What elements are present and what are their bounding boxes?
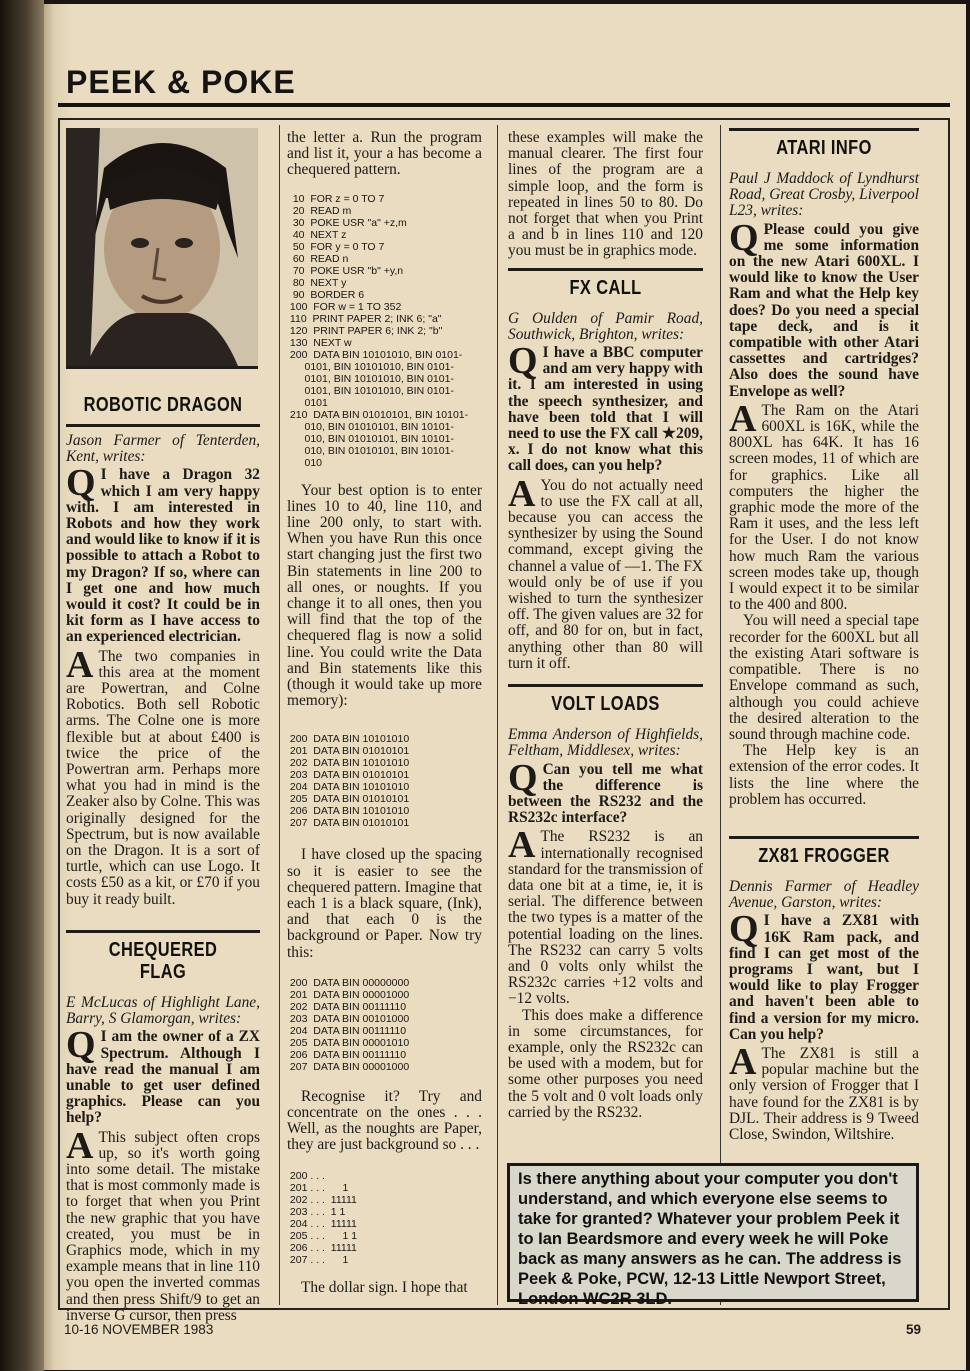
code-listing-1: 10 FOR z = 0 TO 7 20 READ m 30 POKE USR "a" +z,m 40 NEXT z 50 FOR y = 0 TO 7 60 READ n 70 POKE USR "b" +y,n 80 NEXT y 90 BORDER 6 100 FOR w = 1 TO 352 110 PRINT PAPER 2; INK 6; "a" 120 PRINT PAPER 6; INK 2; "b" 130 NEXT w 200 DATA BIN 10101010, BIN 0101- 0101, BIN 10101010, BIN 0101- 0101, BIN 10101010, BIN 0101- 0101, BIN 10101010, BIN 0101- 0101 210 DATA BIN 01010101, BIN 10101- 010, BIN 01010101, BIN 10101- 010, BIN 01010101, BIN 10101- 010, BIN 01010101, BIN 10101- 010 (289, 192, 469, 469)
author-photo (66, 128, 258, 369)
q-drop-cap: Q (66, 462, 96, 505)
section-title-fx: FX CALL (569, 276, 642, 299)
answer-zx81: The ZX81 is still a popular machine but the only version of Frogger that I have found for the ZX81 is by DJL. Their address is 9 Tweed Close, Swindon, Wiltshire. (729, 1044, 919, 1143)
question-flag: I am the owner of a ZX Spectrum. Although I have read the manual I am unable to get user defined graphics. Please can you help? (66, 1028, 260, 1127)
a-drop-cap: A (508, 472, 536, 515)
callout-text: Is there anything about your computer you don't understand, and which everyone else seems to take for granted? Whatever your problem Peek it to Ian Beardsmore and every week he will Poke back as many answers as he can. The address is Peek & Poke, PCW, 12-13 Little Newport Street, London WC2R 3LD. (518, 1170, 902, 1308)
column-divider (720, 125, 721, 1305)
section-rule (729, 128, 919, 131)
column-1 (66, 128, 260, 1324)
section-rule (66, 424, 260, 427)
page-number: 59 (906, 1322, 922, 1337)
paragraph: the letter a. Run the program and list it, your a has become a chequered pattern. (287, 129, 482, 179)
section-rule (508, 268, 703, 271)
q-drop-cap: Q (729, 908, 759, 951)
question-robotic: I have a Dragon 32 which I am very happy with. I am interested in Robots and how they work and would like to know if it is possible to attach a Robot to my Dragon? If so, where can I get one and how much would it cost? It could be in kit form as I have access to an experienced electrician. (66, 466, 260, 646)
q-drop-cap: Q (508, 756, 538, 799)
question-atari: Please could you give me some information on the new Atari 600XL. I would like to know the User Ram and what the Help key does? Do you need a special tape deck, and is it compatible with other Atari cassettes and cartridges? Also does the sound have Envelope as well? (729, 220, 919, 400)
a-drop-cap: A (729, 397, 757, 440)
paragraph: these examples will make the manual clearer. The first four lines of the program are a simple loop, and the form is repeated in lines 50 to 80. Do not forget that when you Print a and b in lines 110 and 120 you must be in graphics mode. (508, 129, 703, 260)
paragraph: I have closed up the spacing so it is easier to see the chequered pattern. Imagine that each 1 is a black square, (Ink), and that each 0 is the background or Paper. Now try this: (287, 846, 482, 961)
byline-zx81: Dennis Farmer of Headley Avenue, Garston, writes: (729, 877, 919, 912)
answer-volt: The RS232 is an internationally recognised standard for the transmission of data one bit at a time, ie, it is serial. The difference between the two types is a matter of the potential loading on the lines. The RS232 can carry 5 volts and 0 volts only whilst the RS232c carries +12 volts and −12 volts. (508, 828, 703, 1008)
byline-volt: Emma Anderson of Highfields, Feltham, Middlesex, writes: (508, 726, 703, 760)
a-drop-cap: A (729, 1040, 757, 1083)
section-rule (508, 684, 703, 687)
answer-robotic: The two companies in this area at the moment are Powertran, and Colne Robotics. Both sell Robotic arms. The Colne one is more flexible but at about £400 is twice the price of the Powertran arm. Perhaps more what you had in mind is the Zeaker also by Colne. This was originally designed for the Spectrum, but is now available on the Dragon. It is a sort of turtle, which can use Logo. It costs £50 as a kit, or £70 if you buy it ready built. (66, 647, 260, 908)
paragraph: This does make a difference in some circumstances, for example, only the RS232c can be used with a modem, but for some other purposes you need the 5 volt and 0 volt loads only carried by the RS232. (508, 1006, 703, 1121)
section-title-robotic: ROBOTIC DRAGON (83, 394, 243, 416)
byline-flag: E McLucas of Highlight Lane, Barry, S Glamorgan, writes: (66, 993, 260, 1028)
column-4 (729, 128, 919, 1143)
column-divider (497, 125, 498, 1305)
issue-date: 10-16 NOVEMBER 1983 (64, 1322, 214, 1337)
page-title: PEEK & POKE (66, 64, 296, 100)
code-listing-2: 200 DATA BIN 10101010 201 DATA BIN 01010101 202 DATA BIN 10101010 203 DATA BIN 01010101 204 DATA BIN 10101010 205 DATA BIN 01010101 206 DATA BIN 10101010 207 DATA BIN 01010101 (289, 733, 410, 830)
a-drop-cap: A (66, 643, 94, 686)
column-3 (508, 130, 703, 1121)
question-volt: Can you tell me what the difference is between the RS232 and the RS232c interface? (508, 760, 703, 827)
section-title-atari: ATARI INFO (776, 137, 872, 159)
section-title-flag: CHEQUERED FLAG (108, 938, 218, 983)
a-drop-cap: A (66, 1124, 94, 1167)
a-drop-cap: A (508, 824, 536, 867)
q-drop-cap: Q (508, 340, 538, 383)
question-zx81: I have a ZX81 with 16K Ram pack, and find I can get most of the programs I want, but I would like to play Frogger and haven't been able to find a version for my micro. Can you help? (729, 912, 919, 1043)
reader-callout-box (507, 1163, 919, 1308)
column-2 (287, 130, 482, 1296)
paragraph: The dollar sign. I hope that (301, 1278, 468, 1296)
byline-robotic: Jason Farmer of Tenterden, Kent, writes: (66, 432, 260, 466)
byline-atari: Paul J Maddock of Lyndhurst Road, Great Crosby, Liverpool L23, writes: (729, 170, 919, 220)
paragraph: You will need a special tape recorder for the 600XL but all the existing Atari software is compatible. There is no Envelope command as such, although you could achieve the desired alteration to the sound through machine code. (729, 612, 919, 743)
q-drop-cap: Q (729, 216, 759, 259)
masthead-rule (58, 103, 950, 107)
section-title-zx81: ZX81 FROGGER (758, 844, 890, 867)
question-fx: I have a BBC computer and am very happy with it. I am interested in using the speech synthesizer, and have been told that I will need to use the FX call ★209, x. I do not know what this call does, can you help? (508, 344, 703, 475)
paragraph: The Help key is an extension of the error codes. It lists the line where the problem has occurred. (729, 742, 919, 808)
section-rule (729, 836, 919, 839)
answer-fx: You do not actually need to use the FX call at all, because you can access the synthesizer by using the Sound command, except giving the channel a value of —1. The FX would only be of use if you wished to turn the synthesizer off. The given values are 32 for off, and 80 for on, but in fact, anything other than 80 will turn it off. (508, 476, 703, 672)
book-spine (0, 0, 44, 1371)
section-title-volt: VOLT LOADS (551, 693, 660, 716)
paragraph: Your best option is to enter lines 10 to 40, line 110, and line 200 only, to start with. When you have Run this once start changing just the first two Bin statements in line 200 to all ones, or noughts. If you change it to all ones, then you will find that the top of the chequered flag is now a solid line. You could write the Data and Bin statements like this (though it would take up more memory): (287, 481, 482, 710)
portrait-image (66, 128, 258, 366)
byline-fx: G Oulden of Pamir Road, Southwick, Brighton, writes: (508, 309, 703, 343)
answer-flag: This subject often crops up, so it's worth going into some detail. The mistake that is most commonly made is to forget that when you Print the new graphic that you have created, you must be in Graphics mode, which in my example means that in line 110 you open the inverted commas and then press Shift/9 to get an inverse G cursor, then press (66, 1128, 260, 1324)
column-divider (279, 125, 280, 1305)
paragraph: Recognise it? Try and concentrate on the ones . . . Well, as the noughts are Paper, they are just background so . . . (287, 1087, 482, 1154)
q-drop-cap: Q (66, 1024, 96, 1067)
code-listing-4: 200 . . . 201 . . . 1 202 . . . 11111 203 . . . 1 1 204 . . . 11111 205 . . . 1 1 206 . . . 11111 207 . . . 1 (289, 1169, 358, 1266)
code-listing-3: 200 DATA BIN 00000000 201 DATA BIN 00001000 202 DATA BIN 00111110 203 DATA BIN 00101000 204 DATA BIN 00111110 205 DATA BIN 00001010 206 DATA BIN 00111110 207 DATA BIN 00001000 (289, 976, 410, 1073)
answer-atari: The Ram on the Atari 600XL is 16K, while the 800XL has 64K. It has 16 screen modes, 11 of which are for graphics. Like all computers the higher the graphic mode the more of the Ram it uses, and the less left for the User. I do not know how much Ram the various screen modes take up, though I would expect it to be similar to the 400 and 800. (729, 401, 919, 614)
section-rule (66, 930, 260, 933)
